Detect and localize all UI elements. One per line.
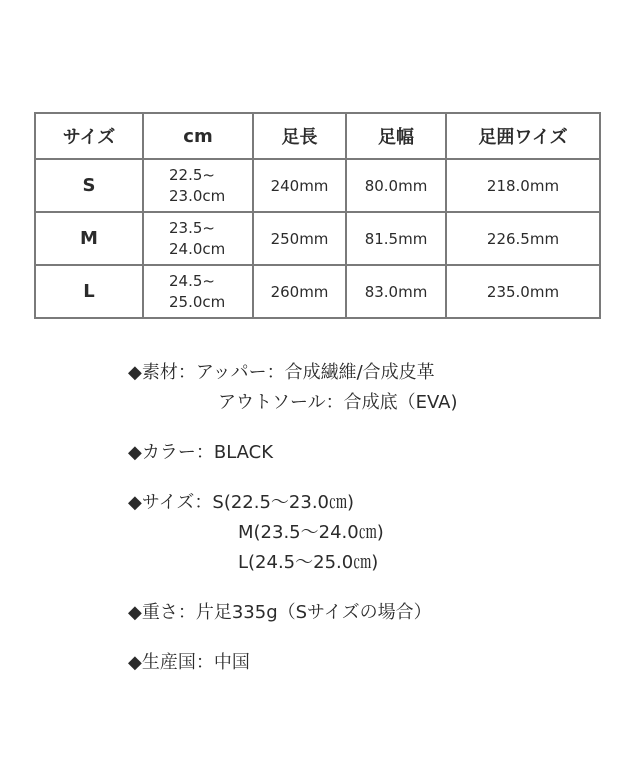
header-size: サイズ (35, 113, 143, 159)
row-foot-length: 240mm (253, 159, 346, 212)
spec-weight: ◆重さ：片足335g（Sサイズの場合） (128, 602, 432, 623)
table-row (35, 265, 600, 318)
spec-sizes: ◆サイズ：S(22.5〜23.0㎝) (128, 492, 355, 513)
row-size: M (35, 212, 143, 265)
row-cm-from: 24.5~ (169, 271, 215, 290)
row-foot-girth: 218.0mm (446, 159, 600, 212)
spec-size-m: M(23.5〜24.0㎝) (238, 522, 384, 543)
table-row (35, 159, 600, 212)
row-cm (143, 212, 253, 265)
table-row (35, 212, 600, 265)
header-cm: cm (143, 113, 253, 159)
row-cm-from: 23.5~ (169, 218, 215, 237)
row-cm-from: 22.5~ (169, 165, 215, 184)
row-foot-width: 81.5mm (346, 212, 446, 265)
row-size: L (35, 265, 143, 318)
row-size: S (35, 159, 143, 212)
table-header-row (35, 113, 600, 159)
row-foot-width: 80.0mm (346, 159, 446, 212)
row-foot-length: 260mm (253, 265, 346, 318)
row-cm-to: 23.0cm (169, 186, 226, 205)
size-table (34, 112, 601, 319)
row-foot-girth: 226.5mm (446, 212, 600, 265)
row-foot-length: 250mm (253, 212, 346, 265)
row-cm-to: 24.0cm (169, 239, 226, 258)
row-cm (143, 159, 253, 212)
spec-list (128, 358, 458, 678)
spec-origin: ◆生産国：中国 (128, 652, 250, 673)
header-foot-girth: 足囲ワイズ (446, 113, 600, 159)
spec-material: ◆素材：アッパー：合成繊維/合成皮革 (128, 362, 435, 383)
header-foot-length: 足長 (253, 113, 346, 159)
spec-color: ◆カラー：BLACK (128, 442, 274, 463)
row-cm (143, 265, 253, 318)
row-cm-to: 25.0cm (169, 292, 226, 311)
spec-material-outsole: アウトソール：合成底（EVA) (218, 392, 458, 413)
header-foot-width: 足幅 (346, 113, 446, 159)
spec-size-l: L(24.5〜25.0㎝) (238, 552, 379, 573)
row-foot-girth: 235.0mm (446, 265, 600, 318)
row-foot-width: 83.0mm (346, 265, 446, 318)
